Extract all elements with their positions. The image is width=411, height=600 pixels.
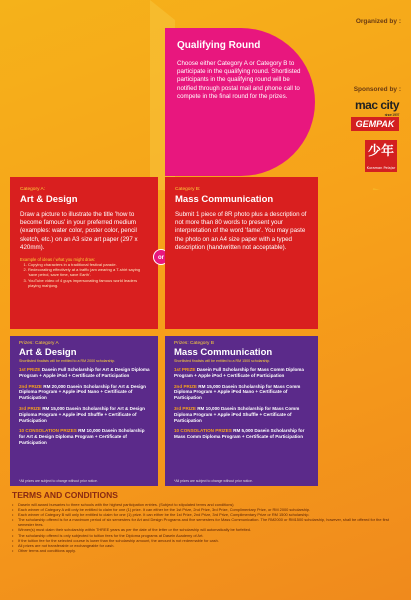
prizes-a-tag: Prizes: Category A [19,341,59,346]
category-b-title: Mass Communication [175,194,274,205]
prize-item: 1st PRIZE Dasein Full Scholarship for Mass Comm Diploma Program + Apple iPod + Certificate of Participation [174,367,304,378]
prizes-a-title: Art & Design [19,347,77,358]
sponsored-by-label: Sponsored by : [353,86,401,93]
qualifying-text: Choose either Category A or Category B to participate in the qualifying round. Shortlisted participants in the qualifying round will be notified through postal mail and phone call to compete in the final round for the prizes. [177,60,301,100]
or-badge: or [153,249,169,265]
terms-item: • The scholarship offered is for a maximum period of six semesters for Art and Design Programs and five semesters for Mass Communication. The RM2000 or RM1500 scholarship, however, shall be offered for the first semester fees. [12,517,402,527]
examples-title: Example of ideas / what you might draw: [20,257,96,263]
examples-list [28,262,150,288]
example-item: 2. Redecorating effectively at a traffic jam wearing a T-shirt saying 'save petrol, save time, save Earth'. [28,267,150,277]
prize-item: 3rd PRIZE RM 15,000 Dasein Scholarship for Art & Design Diploma Program + Apple iPod Shuffle + Certificate of Participation [19,405,145,423]
example-item: 1. Copying characters in a traditional festival parade. [28,262,150,267]
prize-item: 2nd PRIZE RM 15,000 Dasein Scholarship for Mass Comm Diploma Program + Apple iPod Nano + Certificate of Participation [174,383,301,401]
prize-item: 10 CONSOLATION PRIZES RM 10,000 Dasein Scholarship for Art & Design Diploma Program + Certificate of Participation [19,428,145,445]
terms-item: • Each winner of Category A will only be entitled to claim for one (1) prize. It can either be the 1st Prize, 2nd Prize, 3rd Prize, Complimentary Prize, or RM 2000 scholarship. [12,507,402,512]
category-a-panel [10,177,158,329]
category-b-panel [165,177,318,329]
terms-item: • Winner(s) must claim their scholarship within THREE years as per the date of the letter or the scholarship will automatically be forfeited. [12,527,402,532]
terms-item: • All prizes are not transferable or exchangeable for cash. [12,543,402,548]
prizes-b-foot: *All prizes are subject to change without prior notice. [174,479,253,483]
prizes-b-title: Mass Communication [174,347,273,358]
prizes-a-panel [10,336,158,486]
prizes-b-panel [165,336,318,486]
terms-item: • If the tuition fee for the selected course is lower than the scholarship amount, the amount is not redeemable for cash. [12,538,402,543]
prize-item: 10 CONSOLATION PRIZES RM 5,000 Dasein Scholarship for Mass Comm Diploma Program + Certificate of Participation [174,428,305,440]
category-b-desc: Submit 1 piece of 8R photo plus a description of not more than 80 words to present your interpretation of the word 'fame'. You may paste the photo on an A4 size paper with a typed description (handwritten not acceptable). [175,211,307,251]
qualifying-round-panel [165,28,315,176]
gempak-logo: GEMPAK [351,117,399,131]
organized-by-label: Organized by : [355,18,401,25]
terms-section [12,490,402,553]
prize-item: 1st PRIZE Dasein Full Scholarship for Art & Design Diploma Program + Apple iPod + Certificate of Participation [19,367,150,378]
terms-item: • Other terms and conditions apply. [12,548,402,553]
prizes-b-tag: Prizes: Category B [174,341,214,346]
category-a-title: Art & Design [20,194,78,205]
qualifying-title: Qualifying Round [177,40,261,51]
terms-item: • Each winner of Category B will only be entitled to claim for one (1) prize. It can either be the 1st Prize, 2nd Prize, 3rd Prize, Complimentary Prize or RM 1500 scholarship. [12,512,402,517]
mac-city-logo: mac city since 1997 [354,98,399,117]
prizes-a-note: Shortlisted finalists will be entitled to a RM 2000 scholarship. [19,359,116,363]
shaonian-logo: 少年 Kuraman Pelajar [365,140,397,172]
prize-item: 3rd PRIZE RM 10,000 Dasein Scholarship for Mass Comm Diploma Program + Apple iPod Shuffle + Certificate of Participation [174,405,300,423]
category-a-desc: Draw a picture to illustrate the title 'how to become famous' in your preferred medium (examples: water color, poster color, pencil sketch, etc.) on an A3 size art paper (297 x 420mm). [20,211,138,251]
category-a-tag: Category A: [20,187,46,192]
terms-list [12,502,402,553]
terms-title: TERMS AND CONDITIONS [12,490,118,500]
prizes-a-foot: *All prizes are subject to change without prior notice. [19,479,98,483]
terms-item: • Dasein will award bursaries to three schools with the highest participation entries. (Subject to stipulated terms and conditions) [12,502,402,507]
terms-item: • The scholarship offered is only subjected to tuition fees for the Diploma programs at Dasein Academy of Art. [12,533,402,538]
prize-item: 2nd PRIZE RM 20,000 Dasein Scholarship for Art & Design Diploma Program + Apple iPod Nano + Certificate of Participation [19,383,146,401]
category-b-tag: Category B: [175,187,201,192]
prizes-b-note: Shortlisted finalists will be entitled to a RM 1500 scholarship. [174,359,271,363]
example-item: 3. YouTube video of 4 guys impersonating famous world leaders playing mahjong. [28,278,150,288]
